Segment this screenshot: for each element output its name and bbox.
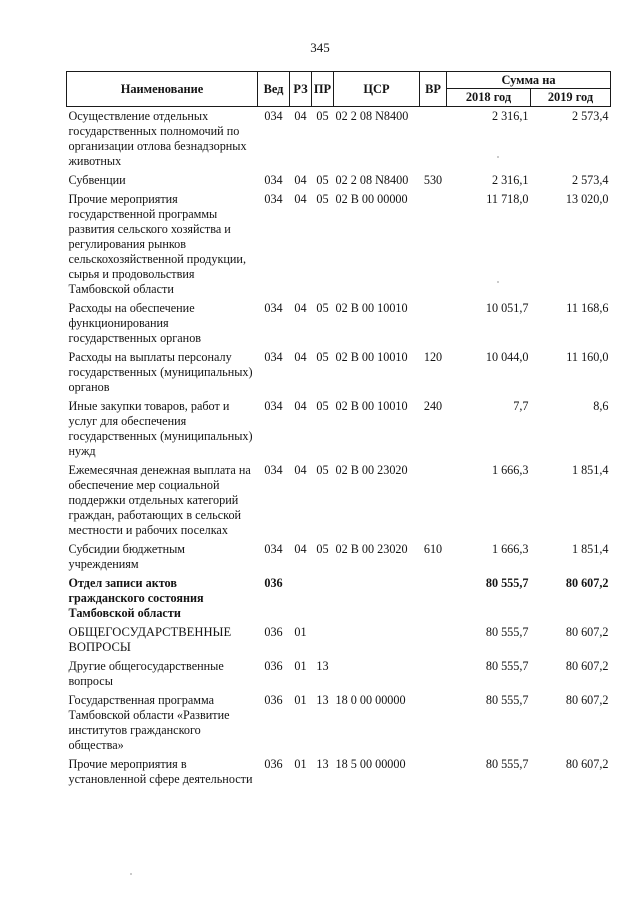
row-sum-2018: 80 555,7 (485, 757, 529, 771)
row-vr (420, 623, 447, 657)
row-name: Субвенции (68, 173, 126, 187)
scan-speck (130, 873, 132, 875)
row-rz: 04 (294, 109, 307, 123)
row-sum-2019: 2 573,4 (571, 173, 609, 187)
budget-table (66, 71, 611, 789)
table-row (67, 657, 611, 691)
row-name: ОБЩЕГОСУДАРСТВЕННЫЕ ВОПРОСЫ (68, 625, 232, 654)
row-sum-2018: 80 555,7 (485, 625, 529, 639)
row-sum-2018: 11 718,0 (486, 192, 529, 206)
row-rz: 01 (294, 659, 307, 673)
row-pr: 13 (316, 659, 329, 673)
row-name: Ежемесячная денежная выплата на обеспечение мер социальной поддержки отдельных категорий граждан, работающих в сельской местности и рабочих поселках (68, 463, 251, 537)
row-rz: 01 (294, 625, 307, 639)
row-sum-2018: 1 666,3 (491, 463, 529, 477)
row-rz: 04 (294, 173, 307, 187)
row-sum-2019: 80 607,2 (565, 576, 609, 590)
row-pr (312, 574, 334, 623)
row-sum-2018: 10 051,7 (485, 301, 529, 315)
row-ved: 034 (264, 542, 283, 556)
row-vr (420, 299, 447, 348)
row-rz (290, 574, 312, 623)
row-sum-2018: 10 044,0 (485, 350, 529, 364)
row-csr: 02 2 08 N8400 (335, 109, 409, 123)
row-ved: 034 (264, 173, 283, 187)
row-name: Расходы на обеспечение функционирования государственных органов (68, 301, 202, 345)
row-vr (420, 190, 447, 299)
row-sum-2019: 11 160,0 (566, 350, 609, 364)
row-name: Субсидии бюджетным учреждениям (68, 542, 185, 571)
table-row (67, 540, 611, 574)
row-ved: 034 (264, 463, 283, 477)
table-row (67, 190, 611, 299)
row-rz: 04 (294, 463, 307, 477)
table-row (67, 107, 611, 172)
row-vr: 610 (423, 542, 443, 556)
row-name: Иные закупки товаров, работ и услуг для обеспечения государственных (муниципальных) нужд (68, 399, 253, 458)
header-csr: ЦСР (334, 72, 420, 107)
table-row (67, 397, 611, 461)
row-pr: 05 (316, 301, 329, 315)
row-name: Государственная программа Тамбовской области «Развитие институтов гражданского общества» (68, 693, 230, 752)
row-vr: 530 (423, 173, 443, 187)
row-sum-2018: 2 316,1 (491, 109, 529, 123)
row-csr: 02 В 00 23020 (335, 542, 408, 556)
row-vr (420, 461, 447, 540)
table-row (67, 623, 611, 657)
row-sum-2019: 8,6 (593, 399, 609, 413)
row-sum-2018: 2 316,1 (491, 173, 529, 187)
header-vr: ВР (420, 72, 447, 107)
page-number: 345 (310, 40, 330, 55)
row-sum-2019: 80 607,2 (565, 625, 609, 639)
row-sum-2019: 11 168,6 (566, 301, 609, 315)
row-sum-2019: 2 573,4 (571, 109, 609, 123)
header-2018: 2018 год (447, 89, 531, 107)
row-sum-2019: 80 607,2 (565, 659, 609, 673)
row-pr: 05 (316, 109, 329, 123)
row-ved: 034 (264, 399, 283, 413)
row-csr: 18 5 00 00000 (335, 757, 406, 771)
row-pr: 05 (316, 399, 329, 413)
row-vr: 120 (423, 350, 443, 364)
row-sum-2019: 80 607,2 (565, 693, 609, 707)
row-sum-2018: 1 666,3 (491, 542, 529, 556)
row-name: Отдел записи актов гражданского состояния Тамбовской области (68, 576, 204, 620)
table-row (67, 299, 611, 348)
row-sum-2019: 1 851,4 (571, 542, 609, 556)
table-row (67, 574, 611, 623)
row-name: Расходы на выплаты персоналу государственных (муниципальных) органов (68, 350, 253, 394)
row-pr: 05 (316, 350, 329, 364)
row-rz: 04 (294, 192, 307, 206)
row-rz: 04 (294, 350, 307, 364)
row-ved: 036 (264, 625, 283, 639)
row-pr: 05 (316, 463, 329, 477)
row-name: Другие общегосударственные вопросы (68, 659, 224, 688)
scan-speck (497, 281, 499, 283)
scan-speck (497, 156, 499, 158)
row-vr: 240 (423, 399, 443, 413)
row-vr (420, 657, 447, 691)
table-body (67, 107, 611, 790)
row-csr: 02 В 00 10010 (335, 399, 408, 413)
row-rz: 04 (294, 399, 307, 413)
row-csr: 18 0 00 00000 (335, 693, 406, 707)
table-row (67, 691, 611, 755)
row-ved: 034 (264, 109, 283, 123)
row-csr: 02 В 00 00000 (335, 192, 408, 206)
row-csr (334, 574, 420, 623)
row-ved: 034 (264, 301, 283, 315)
row-ved: 034 (264, 350, 283, 364)
row-sum-2018: 80 555,7 (485, 576, 529, 590)
table-row (67, 461, 611, 540)
row-ved: 034 (264, 192, 283, 206)
row-pr (312, 623, 334, 657)
row-sum-2018: 7,7 (513, 399, 529, 413)
row-pr: 05 (316, 542, 329, 556)
table-row (67, 171, 611, 190)
row-pr: 05 (316, 192, 329, 206)
row-rz: 01 (294, 757, 307, 771)
row-vr (420, 107, 447, 172)
row-csr: 02 В 00 10010 (335, 350, 408, 364)
row-sum-2018: 80 555,7 (485, 693, 529, 707)
table-row (67, 348, 611, 397)
row-csr: 02 2 08 N8400 (335, 173, 409, 187)
row-name: Прочие мероприятия в установленной сфере деятельности (68, 757, 253, 786)
row-vr (420, 574, 447, 623)
row-name: Осуществление отдельных государственных полномочий по организации отлова безнадзорных животных (68, 109, 247, 168)
row-rz: 04 (294, 301, 307, 315)
table-header (67, 72, 611, 107)
row-name: Прочие мероприятия государственной программы развития сельского хозяйства и регулирования рынков сельскохозяйственной продукции, сырья и продовольствия Тамбовской области (68, 192, 246, 296)
row-ved: 036 (264, 659, 283, 673)
header-name: Наименование (67, 72, 258, 107)
header-sum: Сумма на (447, 72, 611, 89)
row-rz: 01 (294, 693, 307, 707)
header-2019: 2019 год (531, 89, 611, 107)
row-sum-2019: 13 020,0 (565, 192, 609, 206)
row-vr (420, 755, 447, 789)
row-csr (334, 657, 420, 691)
row-ved: 036 (264, 693, 283, 707)
row-sum-2019: 1 851,4 (571, 463, 609, 477)
row-csr: 02 В 00 10010 (335, 301, 408, 315)
row-sum-2018: 80 555,7 (485, 659, 529, 673)
header-pr: ПР (312, 72, 334, 107)
row-csr (334, 623, 420, 657)
row-sum-2019: 80 607,2 (565, 757, 609, 771)
row-pr: 13 (316, 693, 329, 707)
table-row (67, 755, 611, 789)
header-ved: Вед (258, 72, 290, 107)
row-ved: 036 (264, 757, 283, 771)
row-pr: 13 (316, 757, 329, 771)
header-rz: РЗ (290, 72, 312, 107)
row-pr: 05 (316, 173, 329, 187)
row-csr: 02 В 00 23020 (335, 463, 408, 477)
row-rz: 04 (294, 542, 307, 556)
row-ved: 036 (264, 576, 283, 590)
row-vr (420, 691, 447, 755)
